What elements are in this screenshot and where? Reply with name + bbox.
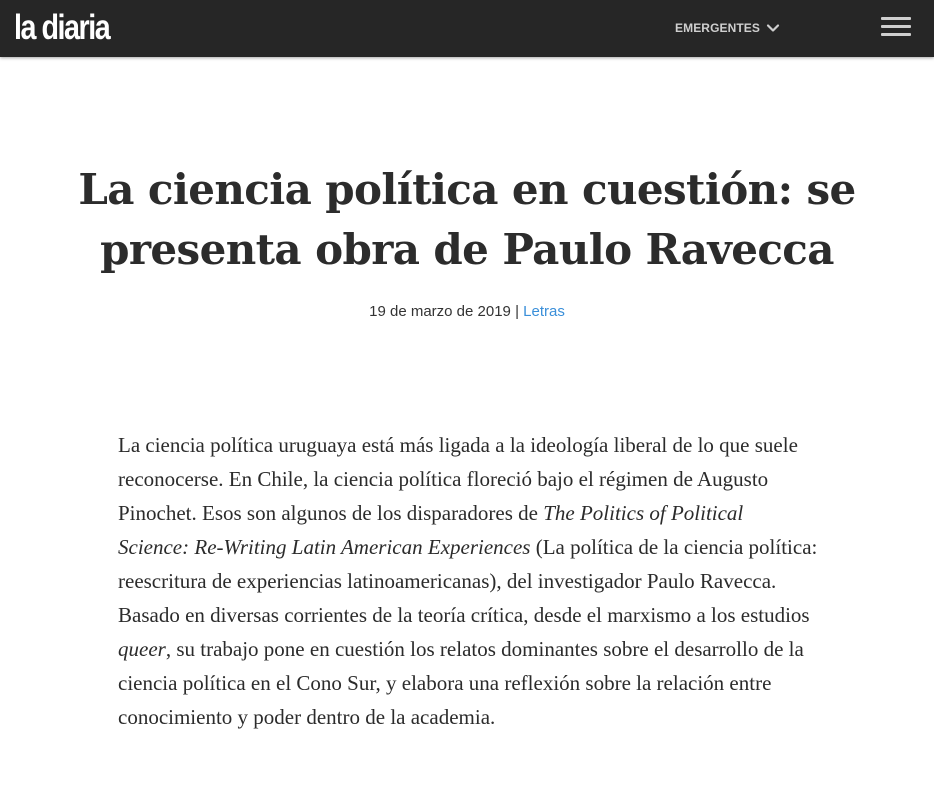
paragraph-middle: (La política de la ciencia política: reescritura de experiencias latinoamericanas), del investigador Paulo Ravecca. Basado en diversas corrientes de la teoría crítica, desde el marxismo a los estudios (118, 535, 818, 627)
article-category-link[interactable]: Letras (523, 303, 565, 320)
section-dropdown[interactable] (675, 17, 780, 39)
meta-separator: | (515, 303, 519, 320)
site-logo[interactable]: la diaria (14, 8, 110, 47)
queer-term: queer (118, 637, 166, 661)
hamburger-menu-icon[interactable] (881, 17, 911, 39)
article-title: La ciencia política en cuestión: se presenta obra de Paulo Ravecca (78, 165, 856, 274)
book-title: The Politics of Political Science: Re-Writing Latin American Experiences (118, 501, 744, 559)
paragraph-ending: , su trabajo pone en cuestión los relatos dominantes sobre el desarrollo de la ciencia política en el Cono Sur, y elabora una reflexión sobre la relación entre conocimiento y poder dentro de la academia. (118, 637, 804, 729)
article-meta (0, 303, 934, 320)
site-header (0, 0, 934, 57)
section-dropdown-label: EMERGENTES (675, 21, 761, 35)
paragraph-intro: La ciencia política uruguaya está más ligada a la ideología liberal de lo que suele reconocerse. En Chile, la ciencia política floreció bajo el régimen de Augusto Pinochet. Esos son algunos de los disparadores de (118, 433, 798, 525)
article-paragraph (118, 428, 818, 734)
chevron-down-icon (766, 21, 780, 35)
article-date: 19 de marzo de 2019 (369, 303, 511, 320)
